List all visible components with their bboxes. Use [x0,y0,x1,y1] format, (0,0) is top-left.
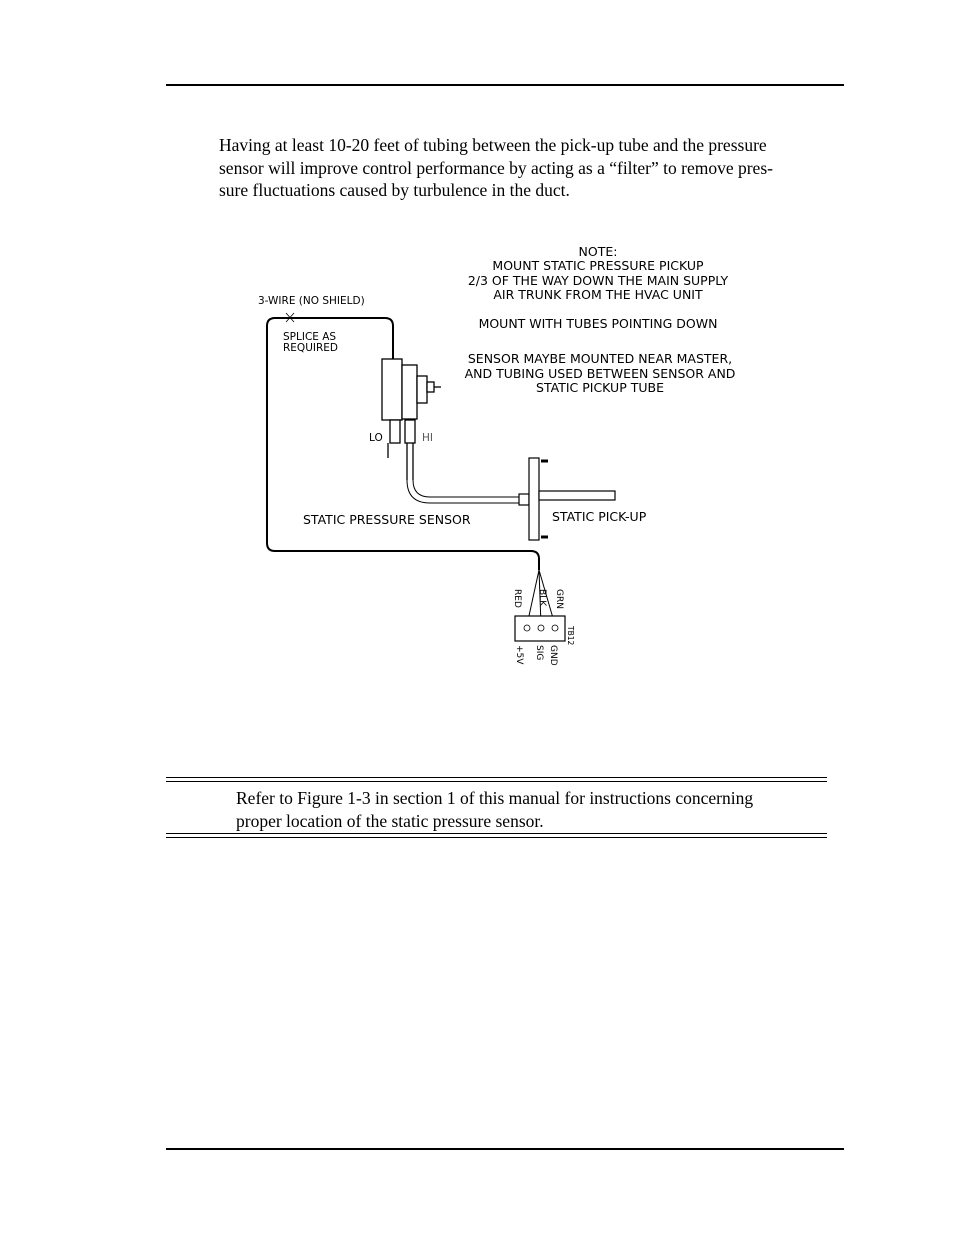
note-title: NOTE: [578,244,618,259]
wire-red-label: RED [512,589,522,608]
term-sig-label: SIG [534,645,544,661]
term-gnd-label: GND [548,645,558,666]
note-bottom-rule-2 [166,837,827,838]
diagram-note [465,244,736,395]
terminal-label: TB12 [566,626,575,646]
splice-label-2: REQUIRED [283,342,338,354]
note-line-4: MOUNT WITH TUBES POINTING DOWN [478,316,718,331]
note-top-rule-2 [166,781,827,782]
note-top-rule [166,777,827,778]
paragraph-line-2: sensor will improve control performance by acting as a “filter” to remove pres- [219,157,773,178]
sensor-tubing-inner [413,480,525,497]
footer-rule [166,1148,844,1150]
paragraph-line-1: Having at least 10-20 feet of tubing between the pick-up tube and the pressure [219,135,767,155]
pressure-sensor [382,359,441,480]
static-pickup [519,458,615,540]
note-line-1: Refer to Figure 1-3 in section 1 of this manual for instructions concerning [236,788,754,808]
sensor-label: STATIC PRESSURE SENSOR [303,512,471,527]
wire-grn-label: GRN [554,589,564,609]
wire-label: 3-WIRE (NO SHIELD) [258,295,365,307]
note-line-6: AND TUBING USED BETWEEN SENSOR AND [464,366,736,381]
terminal-block-tb12 [515,616,565,641]
note-line-5: SENSOR MAYBE MOUNTED NEAR MASTER, [467,351,733,366]
pickup-label: STATIC PICK-UP [552,509,647,524]
note-line-2: 2/3 OF THE WAY DOWN THE MAIN SUPPLY [467,273,729,288]
note-line-2: proper location of the static pressure sensor. [236,811,544,831]
wire-blk-label: BLK [537,589,547,607]
note-line-1: MOUNT STATIC PRESSURE PICKUP [492,258,704,273]
paragraph-line-3: sure fluctuations caused by turbulence in the duct. [219,180,570,200]
note-line-3: AIR TRUNK FROM THE HVAC UNIT [493,287,703,302]
hi-label: HI [422,432,433,444]
lo-label: LO [369,432,383,444]
note-line-7: STATIC PICKUP TUBE [536,380,664,395]
note-bottom-rule [166,833,827,834]
sensor-tubing [407,480,525,503]
term-5v-label: +5V [514,645,524,665]
splice-label-1: SPLICE AS [283,331,337,343]
